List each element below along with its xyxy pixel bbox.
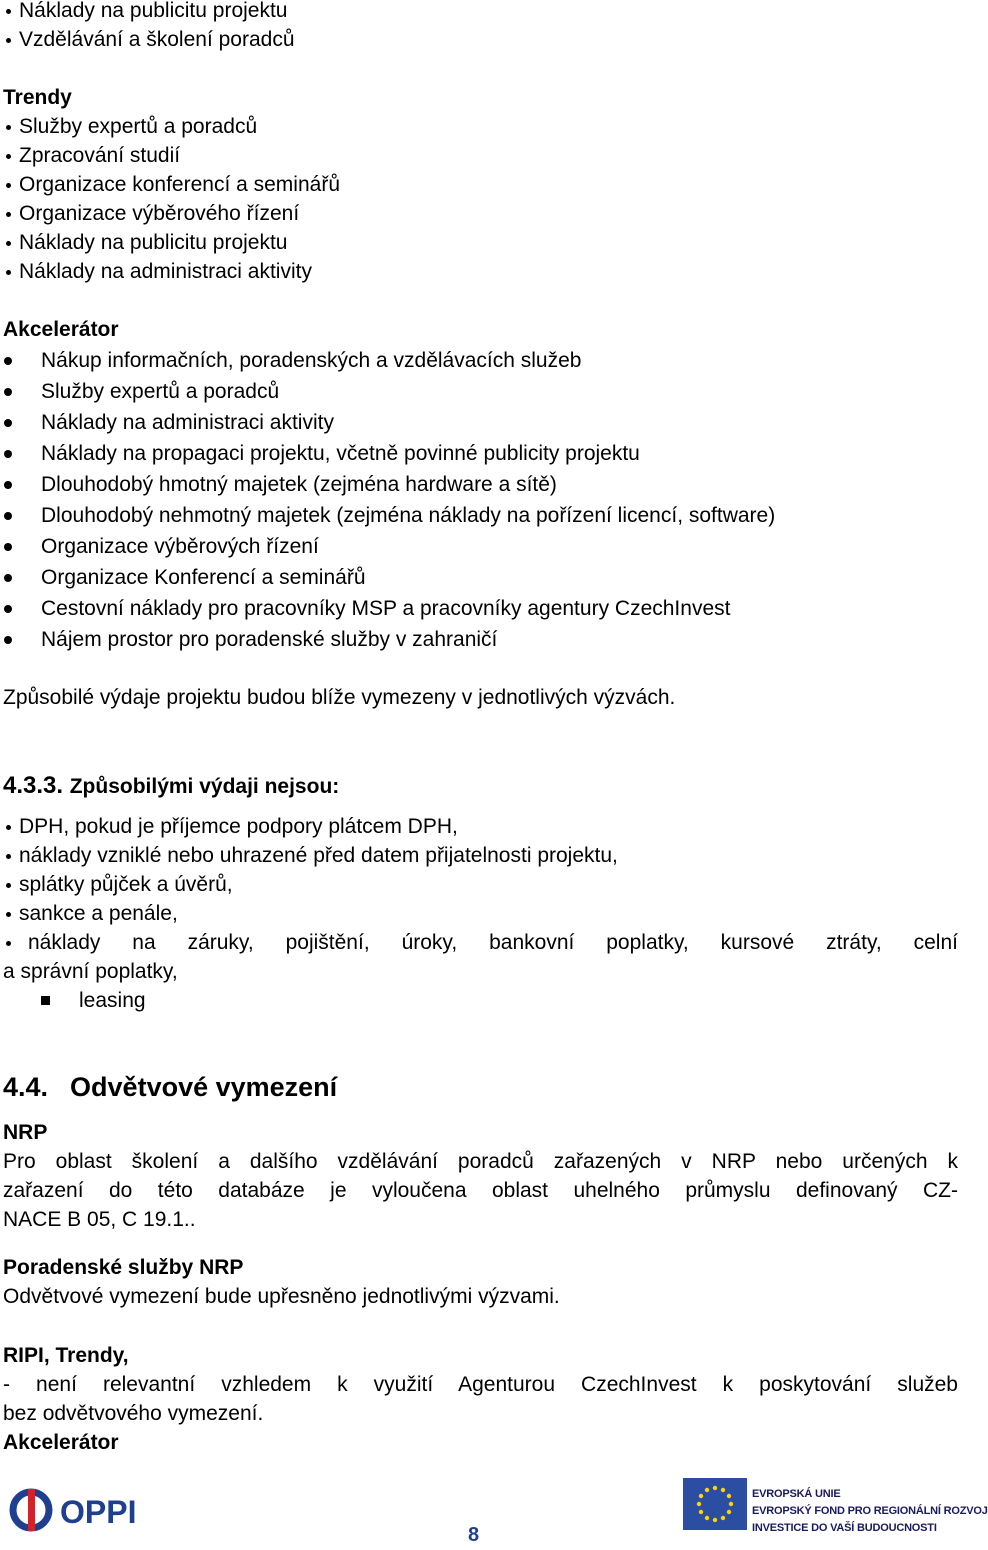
- list-item: Služby expertů a poradců: [19, 115, 258, 138]
- bullet-icon: [6, 154, 11, 159]
- list-item: Náklady na propagaci projektu, včetně povinné publicity projektu: [41, 442, 640, 465]
- bullet-icon: [4, 574, 12, 582]
- list-item: sankce a penále,: [19, 902, 178, 925]
- ripi-heading: RIPI, Trendy,: [3, 1344, 129, 1367]
- list-item: Náklady na publicitu projektu: [19, 0, 288, 22]
- bullet-icon: [4, 450, 12, 458]
- bullet-icon: [4, 636, 12, 644]
- paragraph-line: zařazení do této databáze je vyloučena oblast uhelného průmyslu definovaný CZ-: [3, 1179, 958, 1202]
- section-heading: [3, 1071, 337, 1103]
- akcelerator-heading: Akcelerátor: [3, 318, 119, 341]
- list-item: Vzdělávání a školení poradců: [19, 28, 295, 51]
- list-item: Nájem prostor pro poradenské služby v zahraničí: [41, 628, 498, 651]
- eu-flag-icon: [683, 1478, 747, 1535]
- list-item: Organizace konferencí a seminářů: [19, 173, 340, 196]
- bullet-icon: [4, 481, 12, 489]
- bullet-icon: [4, 543, 12, 551]
- paragraph-line: bez odvětvového vymezení.: [3, 1402, 264, 1425]
- oppi-logo-text: OPPI: [60, 1494, 137, 1530]
- bullet-icon: [6, 9, 11, 14]
- section-heading: [3, 771, 339, 802]
- list-item: Dlouhodobý nehmotný majetek (zejména náklady na pořízení licencí, software): [41, 504, 776, 527]
- list-item: Náklady na administraci aktivity: [19, 260, 312, 283]
- bullet-icon: [6, 212, 11, 217]
- list-item: splátky půjček a úvěrů,: [19, 873, 233, 896]
- bullet-icon: [6, 825, 11, 830]
- trendy-heading: Trendy: [3, 86, 72, 109]
- bullet-icon: [6, 241, 11, 246]
- bullet-icon: [6, 183, 11, 188]
- eu-text-line: INVESTICE DO VAŠÍ BUDOUCNOSTI: [752, 1522, 937, 1534]
- list-item: Náklady na publicitu projektu: [19, 231, 288, 254]
- paragraph-line: Pro oblast školení a dalšího vzdělávání poradců zařazených v NRP nebo určených k: [3, 1150, 958, 1173]
- section-number: 4.4.: [3, 1072, 49, 1102]
- nrp-heading: NRP: [3, 1121, 48, 1144]
- list-item: náklady na záruky, pojištění, úroky, bankovní poplatky, kursové ztráty, celní: [28, 931, 958, 954]
- bullet-icon: [4, 605, 12, 613]
- list-item: leasing: [79, 989, 146, 1012]
- list-item: Organizace výběrového řízení: [19, 202, 300, 225]
- section-number: 4.3.3.: [3, 772, 64, 799]
- bullet-icon: [6, 270, 11, 275]
- eligible-note: Způsobilé výdaje projektu budou blíže vymezeny v jednotlivých výzvách.: [3, 686, 676, 709]
- list-item: Organizace Konferencí a seminářů: [41, 566, 366, 589]
- bullet-icon: [6, 883, 11, 888]
- section-title: Odvětvové vymezení: [70, 1072, 338, 1102]
- bullet-icon: [4, 419, 12, 427]
- bullet-icon: [6, 38, 11, 43]
- square-bullet-icon: [41, 996, 50, 1005]
- list-item: Nákup informačních, poradenských a vzdělávacích služeb: [41, 349, 582, 372]
- bullet-icon: [6, 125, 11, 130]
- bullet-icon: [6, 912, 11, 917]
- paragraph-line: - není relevantní vzhledem k využití Agenturou CzechInvest k poskytování služeb: [3, 1373, 958, 1396]
- poradenske-heading: Poradenské služby NRP: [3, 1256, 244, 1279]
- list-item: Náklady na administraci aktivity: [41, 411, 334, 434]
- oppi-logo: [8, 1487, 168, 1538]
- list-item: Cestovní náklady pro pracovníky MSP a pracovníky agentury CzechInvest: [41, 597, 731, 620]
- bullet-icon: [4, 512, 12, 520]
- akcelerator-heading-2: Akcelerátor: [3, 1431, 119, 1454]
- eu-text-line: EVROPSKÝ FOND PRO REGIONÁLNÍ ROZVOJ: [752, 1505, 988, 1517]
- paragraph-line: NACE B 05, C 19.1..: [3, 1208, 196, 1231]
- list-item: Organizace výběrových řízení: [41, 535, 319, 558]
- list-item-continuation: a správní poplatky,: [3, 960, 178, 983]
- section-title: Způsobilými výdaji nejsou:: [69, 775, 340, 798]
- page-number: 8: [468, 1524, 480, 1546]
- bullet-icon: [4, 388, 12, 396]
- list-item: Služby expertů a poradců: [41, 380, 280, 403]
- list-item: Dlouhodobý hmotný majetek (zejména hardware a sítě): [41, 473, 557, 496]
- bullet-icon: [6, 854, 11, 859]
- list-item: Zpracování studií: [19, 144, 181, 167]
- paragraph: Odvětvové vymezení bude upřesněno jednotlivými výzvami.: [3, 1285, 560, 1308]
- eu-text-line: EVROPSKÁ UNIE: [752, 1488, 841, 1500]
- list-item: DPH, pokud je příjemce podpory plátcem DPH,: [19, 815, 458, 838]
- bullet-icon: [4, 357, 12, 365]
- list-item: náklady vzniklé nebo uhrazené před datem přijatelnosti projektu,: [19, 844, 618, 867]
- bullet-icon: [6, 941, 11, 946]
